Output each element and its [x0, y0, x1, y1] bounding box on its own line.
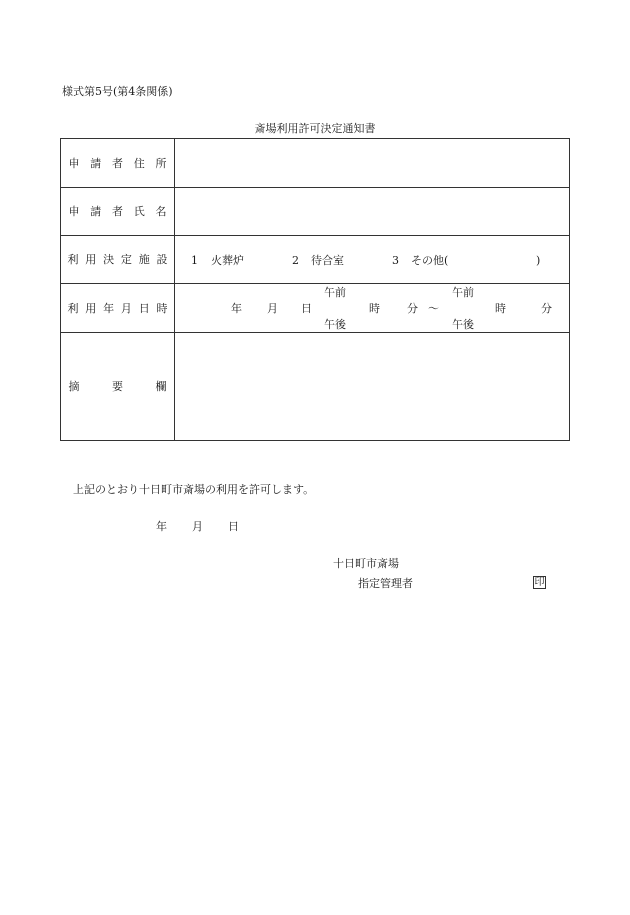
label-char: 用	[85, 253, 97, 266]
label-char: 所	[155, 157, 167, 170]
label-char: 施	[138, 253, 150, 266]
applicant-name-field[interactable]	[175, 188, 569, 234]
form-number-label: 様式第5号(第4条関係)	[62, 85, 173, 98]
datetime-year: 年	[231, 302, 242, 315]
label-char: 欄	[155, 380, 167, 393]
permission-statement: 上記のとおり十日町市斎場の利用を許可します。	[73, 483, 315, 496]
start-minute: 分	[407, 302, 418, 315]
start-pm[interactable]: 午後	[324, 318, 346, 331]
label-char: 利	[67, 301, 79, 315]
label-facility	[61, 235, 174, 283]
label-char: 請	[90, 157, 102, 170]
label-char: 申	[68, 205, 80, 218]
issue-date-month: 月	[192, 520, 203, 533]
application-table	[60, 138, 570, 441]
label-char: 設	[156, 253, 168, 266]
label-char: 定	[120, 253, 132, 266]
range-tilde: ～	[428, 302, 439, 315]
label-char: 摘	[68, 380, 80, 393]
label-char: 申	[68, 157, 80, 170]
end-pm[interactable]: 午後	[452, 318, 474, 331]
label-char: 利	[67, 253, 79, 266]
label-use-datetime	[61, 283, 174, 332]
label-char: 月	[120, 301, 132, 315]
label-char: 請	[90, 205, 102, 218]
start-hour: 時	[369, 302, 380, 315]
document-title: 斎場利用許可決定通知書	[254, 122, 376, 135]
datetime-month: 月	[267, 302, 278, 315]
label-applicant-address	[61, 139, 174, 187]
start-am[interactable]: 午前	[324, 286, 346, 299]
issue-date-day: 日	[228, 520, 239, 533]
label-char: 用	[85, 301, 97, 315]
label-char: 日	[138, 301, 150, 315]
label-char: 名	[155, 205, 167, 218]
option-other[interactable]: その他(	[411, 254, 449, 267]
label-char: 氏	[133, 205, 145, 218]
label-applicant-name	[61, 187, 174, 235]
issuer-name: 十日町市斎場	[333, 557, 399, 570]
option-1-number: 1	[191, 254, 198, 267]
applicant-address-field[interactable]	[175, 140, 569, 186]
option-other-close: )	[536, 254, 541, 267]
label-char: 要	[112, 380, 123, 393]
option-waiting-room[interactable]: 待合室	[311, 254, 344, 267]
option-3-number: 3	[392, 254, 399, 267]
label-remarks	[61, 332, 174, 440]
label-char: 者	[112, 205, 123, 218]
end-am[interactable]: 午前	[452, 286, 474, 299]
label-char: 時	[156, 301, 168, 315]
end-minute: 分	[541, 302, 552, 315]
seal-stamp: 印	[534, 576, 545, 588]
option-cremation-furnace[interactable]: 火葬炉	[211, 254, 244, 267]
label-char: 年	[103, 301, 115, 315]
remarks-field[interactable]	[175, 333, 569, 439]
end-hour: 時	[495, 302, 506, 315]
label-char: 者	[112, 157, 123, 170]
issue-date-year: 年	[156, 520, 167, 533]
option-2-number: 2	[292, 254, 299, 267]
label-char: 住	[133, 157, 145, 170]
label-char: 決	[103, 253, 115, 266]
datetime-day: 日	[301, 302, 312, 315]
designated-manager-label: 指定管理者	[358, 577, 413, 590]
